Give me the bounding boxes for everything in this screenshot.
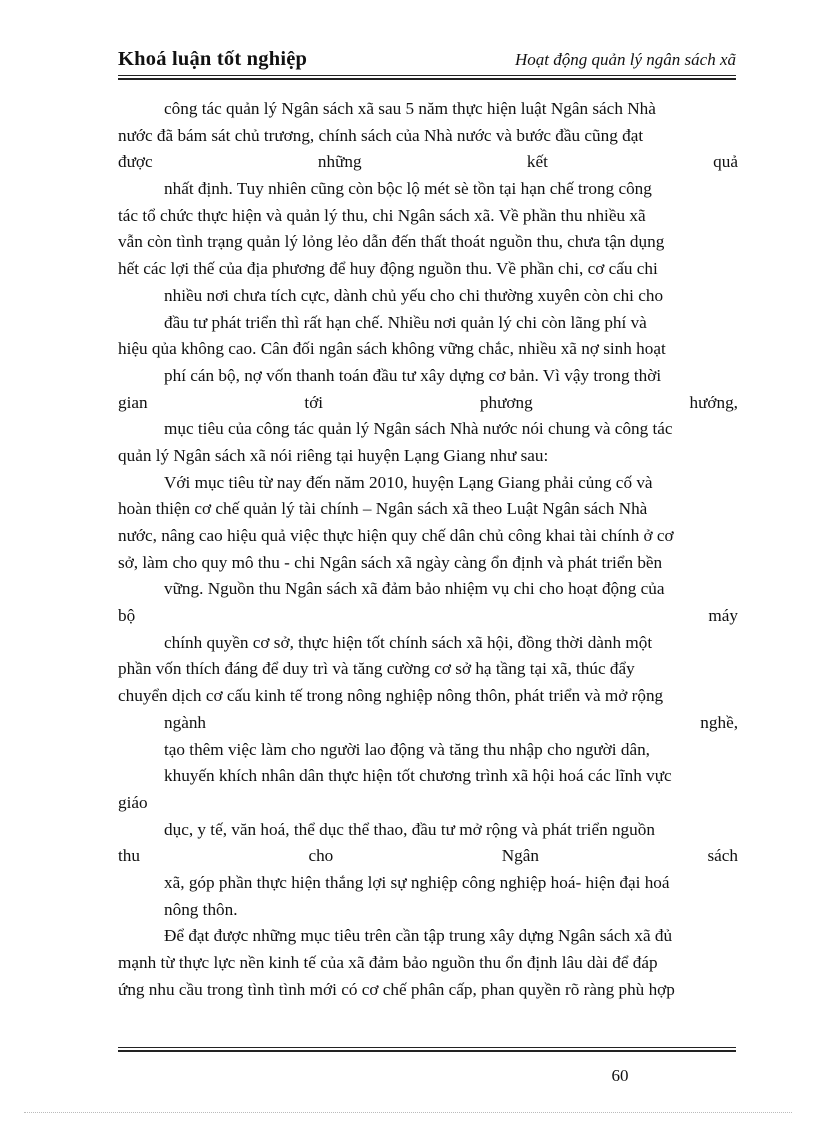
text-line: công tác quản lý Ngân sách xã sau 5 năm thực hiện luật Ngân sách Nhà <box>164 99 656 118</box>
word: thu <box>118 846 140 866</box>
text-line <box>118 149 738 176</box>
word: quả <box>713 152 738 172</box>
text-line: hết các lợi thế của địa phương để huy động nguồn thu. Về phần chi, cơ cấu chi <box>118 259 658 279</box>
body-text <box>118 96 738 1003</box>
text-line: vẫn còn tình trạng quản lý lỏng lẻo dẫn đến thất thoát nguồn thu, chưa tận dụng <box>118 232 665 252</box>
text-line: sở, làm cho quy mô thu - chi Ngân sách xã ngày càng ổn định và phát triển bền <box>118 552 663 572</box>
word: máy <box>708 606 738 626</box>
text-line: mạnh từ thực lực nền kinh tế của xã đảm bảo nguồn thu ổn định lâu dài để đáp <box>118 953 658 972</box>
text-line: vững. Nguồn thu Ngân sách xã đảm bảo nhiệm vụ chi cho hoạt động của <box>164 579 665 599</box>
text-line: xã, góp phần thực hiện thắng lợi sự nghiệp công nghiệp hoá- hiện đại hoá <box>164 872 670 892</box>
text-line: Với mục tiêu từ nay đến năm 2010, huyện Lạng Giang phải củng cố và <box>164 472 653 492</box>
text-line: quản lý Ngân sách xã nói riêng tại huyện Lạng Giang như sau: <box>118 445 549 465</box>
word: tới <box>304 392 324 412</box>
word: những <box>317 152 362 172</box>
text-line: nhất định. Tuy nhiên cũng còn bộc lộ mét sè tồn tại hạn chế trong công <box>164 179 652 199</box>
text-line: Để đạt được những mục tiêu trên cần tập trung xây dựng Ngân sách xã đủ <box>164 926 673 946</box>
word: sách <box>707 846 738 866</box>
text-line: tạo thêm việc làm cho người lao động và tăng thu nhập cho người dân, <box>164 739 650 759</box>
header-document-type: Khoá luận tốt nghiệp <box>118 48 308 70</box>
text-line: nước, nâng cao hiệu quả việc thực hiện quy chế dân chủ công khai tài chính ở cơ <box>118 526 674 545</box>
text-line: mục tiêu của công tác quản lý Ngân sách Nhà nước nói chung và công tác <box>164 419 673 439</box>
word: cho <box>308 846 334 866</box>
header-document-topic: Hoạt động quản lý ngân sách xã <box>515 50 736 69</box>
text-line: giáo <box>118 792 148 812</box>
word: được <box>118 152 153 172</box>
text-line: phần vốn thích đáng để duy trì và tăng cường cơ sở hạ tầng tại xã, thúc đẩy <box>118 659 635 679</box>
text-line <box>118 603 738 630</box>
word: gian <box>118 392 148 412</box>
text-line: nhiều nơi chưa tích cực, dành chủ yếu cho chi thường xuyên còn chi cho <box>164 285 664 305</box>
header-rule <box>118 75 736 82</box>
text-line <box>118 843 738 870</box>
word: ngành <box>164 712 207 732</box>
page-number: 60 <box>611 1066 629 1085</box>
text-line <box>118 390 738 417</box>
footer-rule <box>118 1047 736 1054</box>
text-line: khuyến khích nhân dân thực hiện tốt chương trình xã hội hoá các lĩnh vực <box>164 766 672 786</box>
word: Ngân <box>501 846 539 866</box>
text-line: nước đã bám sát chủ trương, chính sách của Nhà nước và bước đầu cũng đạt <box>118 125 644 145</box>
word: kết <box>526 152 548 172</box>
text-line: chuyển dịch cơ cấu kinh tế trong nông nghiệp nông thôn, phát triển và mở rộng <box>118 686 664 706</box>
text-line: đầu tư phát triển thì rất hạn chế. Nhiều nơi quản lý chi còn lãng phí và <box>164 312 647 332</box>
text-line: dục, y tế, văn hoá, thể dục thể thao, đầu tư mở rộng và phát triển nguồn <box>164 819 655 839</box>
text-line: tác tổ chức thực hiện và quản lý thu, chi Ngân sách xã. Về phần thu nhiều xã <box>118 205 646 225</box>
text-line: hoàn thiện cơ chế quản lý tài chính – Ngân sách xã theo Luật Ngân sách Nhà <box>118 499 648 519</box>
text-line: hiệu qủa không cao. Cân đối ngân sách không vững chắc, nhiều xã nợ sinh hoạt <box>118 339 666 359</box>
page-edge-divider <box>24 1112 792 1113</box>
text-line: nông thôn. <box>164 899 238 919</box>
word: bộ <box>118 606 136 626</box>
page-header <box>118 44 736 78</box>
word: hướng, <box>689 392 738 412</box>
text-line <box>118 710 738 737</box>
text-line: phí cán bộ, nợ vốn thanh toán đầu tư xây dựng cơ bản. Vì vậy trong thời <box>164 365 662 385</box>
text-line: chính quyền cơ sở, thực hiện tốt chính sách xã hội, đồng thời dành một <box>164 632 653 652</box>
word: phương <box>479 392 533 412</box>
word: nghề, <box>700 712 738 732</box>
text-line: ứng nhu cầu trong tình tình mới có cơ chế phân cấp, phan quyền rõ ràng phù hợp <box>118 979 675 999</box>
